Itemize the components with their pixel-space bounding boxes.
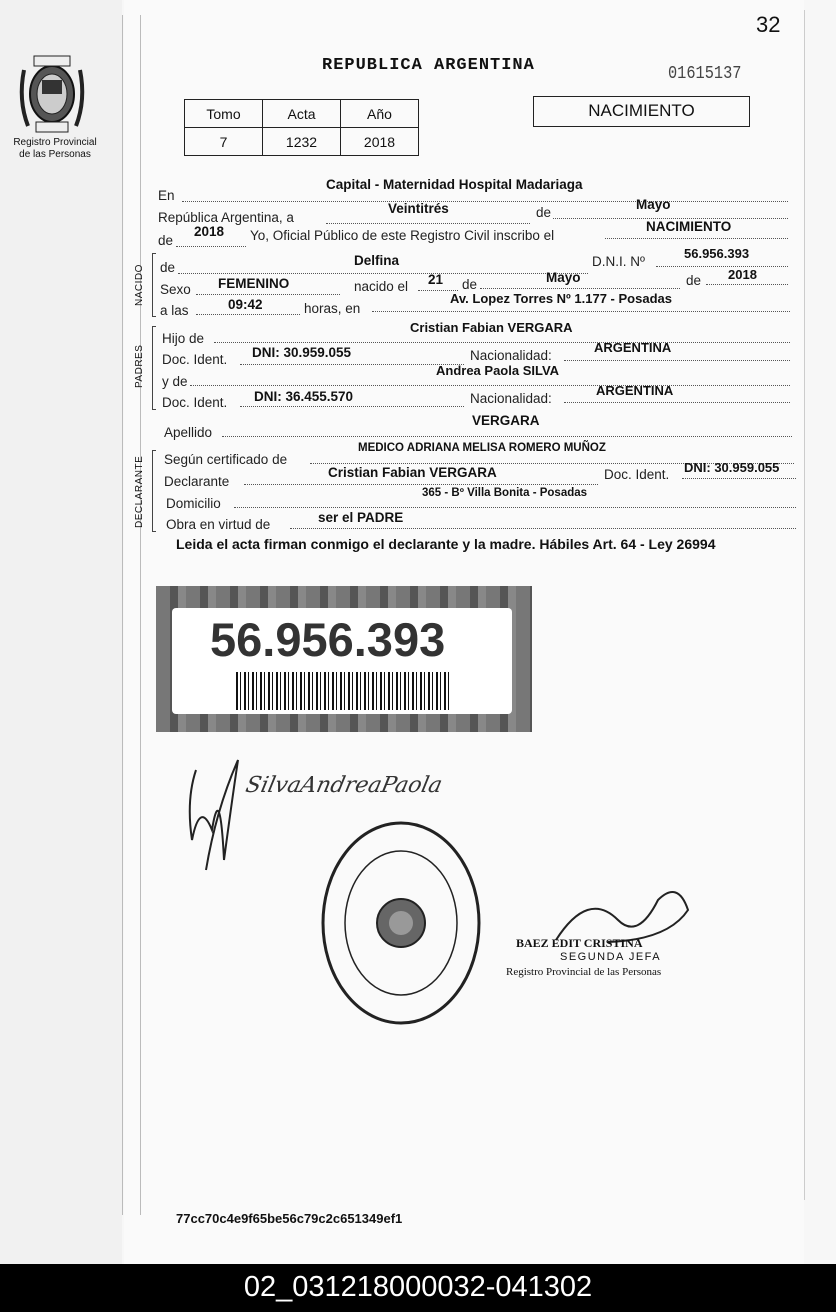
value-sex: FEMENINO <box>218 276 290 291</box>
value-declarant: Cristian Fabian VERGARA <box>328 465 497 480</box>
label-y-de: y de <box>162 374 188 389</box>
dotted-line <box>222 436 792 437</box>
table-value-tomo: 7 <box>185 128 263 156</box>
dotted-line <box>234 507 796 508</box>
table-header-ano: Año <box>341 100 419 128</box>
label-doc-ident: Doc. Ident. <box>162 352 228 367</box>
dotted-line <box>178 273 588 274</box>
dotted-line <box>564 360 790 361</box>
dotted-line <box>240 406 464 407</box>
republic-title: REPUBLICA ARGENTINA <box>322 56 535 75</box>
dotted-line <box>196 294 340 295</box>
label-obra: Obra en virtud de <box>166 517 271 532</box>
dotted-line <box>196 314 300 315</box>
value-birth-time: 09:42 <box>228 297 263 312</box>
document-type-box: NACIMIENTO <box>533 96 750 127</box>
official-role: SEGUNDA JEFA <box>560 951 662 963</box>
label-republica: República Argentina, a <box>158 210 294 225</box>
value-mother-doc: DNI: 36.455.570 <box>254 389 354 404</box>
padres-bracket <box>152 326 156 410</box>
label-de: de <box>536 205 552 220</box>
label-dni: D.N.I. Nº <box>592 254 645 269</box>
registry-name-line2: de las Personas <box>19 149 91 160</box>
right-edge-line <box>804 10 805 1200</box>
dotted-line <box>706 284 788 285</box>
label-apellido: Apellido <box>164 425 213 440</box>
mother-signature: SilvaAndreaPaola <box>243 773 445 798</box>
value-mother-nationality: ARGENTINA <box>596 383 674 398</box>
label-de-year: de <box>686 273 702 288</box>
dotted-line <box>190 385 790 386</box>
label-de-name: de <box>160 260 176 275</box>
dotted-line <box>480 288 680 289</box>
label-declarante: Declarante <box>164 474 230 489</box>
value-dni: 56.956.393 <box>684 246 750 261</box>
binding-line <box>140 15 141 1215</box>
closing-note: Leida el acta firman conmigo el declarante y la madre. Hábiles Art. 64 - Ley 26994 <box>176 536 716 552</box>
dotted-line <box>605 238 788 239</box>
dotted-line <box>682 478 796 479</box>
label-doc-ident2: Doc. Ident. <box>162 395 228 410</box>
value-day-words: Veintitrés <box>388 201 449 216</box>
value-act-type: NACIMIENTO <box>646 219 732 234</box>
footer-id-bar <box>0 1264 836 1312</box>
label-nacido-el: nacido el <box>354 279 409 294</box>
value-father-doc: DNI: 30.959.055 <box>252 345 352 360</box>
label-nacionalidad: Nacionalidad: <box>470 348 552 363</box>
side-label-nacido: NACIDO <box>134 264 145 306</box>
declarante-bracket <box>152 450 156 532</box>
dotted-line <box>182 201 788 202</box>
value-birth-year: 2018 <box>728 267 757 282</box>
label-hijo-de: Hijo de <box>162 331 205 346</box>
label-de2: de <box>158 233 174 248</box>
dotted-line <box>372 311 790 312</box>
dotted-line <box>214 342 790 343</box>
value-declarant-doc: DNI: 30.959.055 <box>684 460 780 475</box>
value-by-virtue: ser el PADRE <box>318 510 404 525</box>
value-certificate: MEDICO ADRIANA MELISA ROMERO MUÑOZ <box>358 442 606 454</box>
label-yo-oficial: Yo, Oficial Público de este Registro Civil inscribo el <box>250 228 555 243</box>
dotted-line <box>564 402 790 403</box>
label-horas-en: horas, en <box>304 301 361 316</box>
label-sexo: Sexo <box>160 282 191 297</box>
document-hash: 77cc70c4e9f65be56c79c2c651349ef1 <box>176 1211 403 1226</box>
official-name: BAEZ EDIT CRISTINA <box>516 936 643 950</box>
side-label-declarante: DECLARANTE <box>134 455 145 528</box>
left-margin-line <box>122 15 123 1215</box>
left-margin-strip <box>0 0 122 1264</box>
registry-seal-icon <box>320 820 482 1026</box>
side-label-padres: PADRES <box>134 344 145 388</box>
table-value-acta: 1232 <box>263 128 341 156</box>
value-birth-month: Mayo <box>546 270 581 285</box>
dotted-line <box>244 484 598 485</box>
value-domicile: 365 - Bº Villa Bonita - Posadas <box>422 487 588 499</box>
tomo-acta-table <box>184 99 419 156</box>
label-domicilio: Domicilio <box>166 496 221 511</box>
dotted-line <box>656 266 788 267</box>
dotted-line <box>290 528 796 529</box>
footer-id: 02_031218000032-041302 <box>243 1271 593 1303</box>
value-surname: VERGARA <box>472 413 540 428</box>
value-mother-name: Andrea Paola SILVA <box>436 363 560 378</box>
label-nacionalidad2: Nacionalidad: <box>470 391 552 406</box>
value-month: Mayo <box>636 197 671 212</box>
value-year: 2018 <box>194 224 225 239</box>
official-office: Registro Provincial de las Personas <box>506 966 662 978</box>
label-de-month: de <box>462 277 478 292</box>
dotted-line <box>326 223 530 224</box>
table-value-ano: 2018 <box>341 128 419 156</box>
barcode <box>236 672 450 710</box>
value-birth-address: Av. Lopez Torres Nº 1.177 - Posadas <box>450 291 672 306</box>
nacido-bracket <box>152 253 156 317</box>
label-a-las: a las <box>160 303 189 318</box>
label-segun-certificado: Según certificado de <box>164 452 288 467</box>
official-signature-mark <box>176 740 256 880</box>
table-header-acta: Acta <box>263 100 341 128</box>
registry-name-line1: Registro Provincial <box>13 137 97 148</box>
dotted-line <box>176 246 246 247</box>
label-doc-ident3: Doc. Ident. <box>604 467 670 482</box>
value-name: Delfina <box>354 253 400 268</box>
table-header-tomo: Tomo <box>185 100 263 128</box>
value-father-name: Cristian Fabian VERGARA <box>410 320 573 335</box>
provincial-crest-icon <box>14 50 90 136</box>
sticker-number: 56.956.393 <box>210 613 446 666</box>
value-place: Capital - Maternidad Hospital Madariaga <box>326 177 583 192</box>
serial-number: 01615137 <box>668 64 742 84</box>
label-en: En <box>158 188 175 203</box>
value-father-nationality: ARGENTINA <box>594 340 672 355</box>
dotted-line <box>240 364 464 365</box>
value-birth-day: 21 <box>428 272 444 287</box>
page-number: 32 <box>756 12 781 37</box>
